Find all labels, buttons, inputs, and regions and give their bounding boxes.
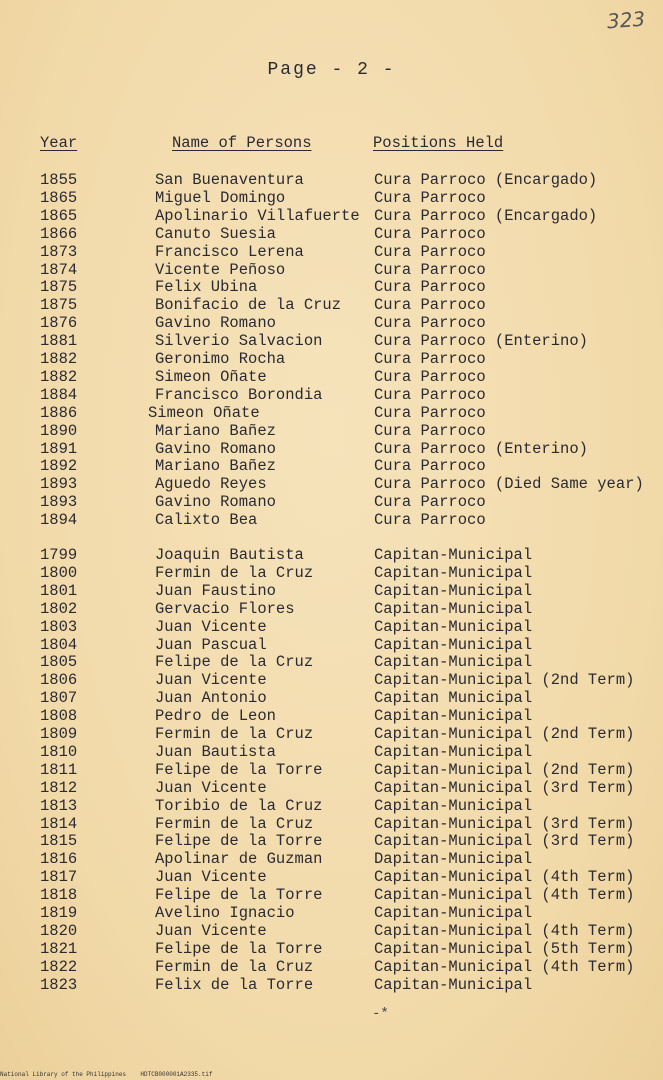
row-name: Felipe de la Torre bbox=[155, 760, 323, 779]
row-year: 1893 bbox=[40, 493, 78, 512]
table-row bbox=[0, 511, 663, 529]
row-name: San Buenaventura bbox=[155, 171, 304, 189]
row-position: Dapitan-Municipal bbox=[374, 850, 533, 869]
row-name: Aguedo Reyes bbox=[155, 475, 267, 494]
row-name: Fermin de la Cruz bbox=[155, 563, 314, 582]
header-year: Year bbox=[40, 134, 78, 152]
row-year: 1892 bbox=[40, 457, 78, 476]
row-position: Capitan-Municipal bbox=[374, 707, 533, 726]
table-row bbox=[0, 171, 663, 189]
row-position: Cura Parroco bbox=[374, 260, 486, 279]
row-year: 1799 bbox=[40, 546, 78, 564]
ink-mark: -* bbox=[372, 1006, 389, 1022]
table-row bbox=[0, 653, 663, 671]
table-row bbox=[0, 457, 663, 475]
row-year: 1801 bbox=[40, 581, 78, 600]
row-name: Mariano Bañez bbox=[155, 457, 276, 476]
row-year: 1807 bbox=[40, 689, 78, 708]
row-year: 1894 bbox=[40, 511, 78, 530]
row-year: 1876 bbox=[40, 314, 78, 333]
row-position: Cura Parroco bbox=[374, 188, 486, 207]
table-row bbox=[0, 725, 663, 743]
row-year: 1882 bbox=[40, 350, 78, 368]
table-row bbox=[0, 243, 663, 261]
row-position: Capitan-Municipal bbox=[374, 563, 533, 582]
row-name: Felipe de la Cruz bbox=[155, 653, 314, 672]
row-year: 1884 bbox=[40, 385, 78, 404]
table-row bbox=[0, 261, 663, 279]
row-year: 1875 bbox=[40, 278, 78, 297]
row-year: 1886 bbox=[40, 403, 78, 422]
row-name: Silverio Salvacion bbox=[155, 332, 323, 351]
row-year: 1806 bbox=[40, 671, 78, 690]
row-year: 1820 bbox=[40, 921, 78, 940]
row-year: 1882 bbox=[40, 367, 78, 386]
row-position: Cura Parroco (Encargado) bbox=[374, 171, 598, 189]
row-year: 1811 bbox=[40, 760, 78, 779]
row-position: Capitan-Municipal (3rd Term) bbox=[374, 778, 635, 797]
row-name: Fermin de la Cruz bbox=[155, 725, 314, 743]
table-row bbox=[0, 422, 663, 440]
row-name: Bonifacio de la Cruz bbox=[155, 296, 342, 315]
row-name: Fermin de la Cruz bbox=[155, 814, 314, 833]
table-row bbox=[0, 779, 663, 797]
table-row bbox=[0, 546, 663, 564]
row-name: Juan Antonio bbox=[155, 689, 267, 708]
table-row bbox=[0, 761, 663, 779]
row-position: Cura Parroco (Encargado) bbox=[374, 206, 598, 225]
row-name: Gervacio Flores bbox=[155, 599, 295, 618]
table-row bbox=[0, 815, 663, 833]
row-name: Apolinario Villafuerte bbox=[155, 206, 360, 225]
table-row bbox=[0, 743, 663, 761]
row-position: Capitan-Municipal (3rd Term) bbox=[374, 832, 635, 851]
row-position: Cura Parroco bbox=[374, 493, 486, 512]
row-year: 1855 bbox=[40, 171, 78, 189]
row-name: Vicente Peñoso bbox=[155, 260, 286, 279]
table-row bbox=[0, 940, 663, 958]
table-row bbox=[0, 582, 663, 600]
row-position: Capitan-Municipal bbox=[374, 599, 533, 618]
row-position: Cura Parroco bbox=[374, 278, 486, 297]
row-year: 1891 bbox=[40, 439, 78, 458]
row-year: 1802 bbox=[40, 599, 78, 618]
table-row bbox=[0, 564, 663, 582]
table-row bbox=[0, 475, 663, 493]
table-row bbox=[0, 671, 663, 689]
row-name: Juan Vicente bbox=[155, 617, 267, 636]
row-name: Calixto Bea bbox=[155, 511, 258, 530]
row-name: Juan Vicente bbox=[155, 921, 267, 940]
row-name: Felipe de la Torre bbox=[155, 939, 323, 958]
row-position: Capitan-Municipal (4th Term) bbox=[374, 957, 635, 976]
row-name: Gavino Romano bbox=[155, 493, 276, 512]
row-name: Juan Vicente bbox=[155, 671, 267, 690]
table-row bbox=[0, 368, 663, 386]
row-year: 1808 bbox=[40, 707, 78, 726]
table-row bbox=[0, 332, 663, 350]
row-year: 1865 bbox=[40, 188, 78, 207]
row-position: Capitan-Municipal bbox=[374, 742, 533, 761]
row-position: Capitan-Municipal bbox=[374, 975, 533, 994]
table-row bbox=[0, 600, 663, 618]
row-position: Cura Parroco (Died Same year) bbox=[374, 475, 644, 494]
row-position: Cura Parroco bbox=[374, 242, 486, 261]
row-position: Cura Parroco bbox=[374, 511, 486, 530]
row-position: Capitan-Municipal (4th Term) bbox=[374, 886, 635, 905]
row-name: Simeon Oñate bbox=[148, 403, 260, 422]
row-year: 1875 bbox=[40, 296, 78, 315]
row-position: Cura Parroco (Enterino) bbox=[374, 439, 588, 458]
row-position: Capitan-Municipal (2nd Term) bbox=[374, 671, 635, 690]
row-year: 1814 bbox=[40, 814, 78, 833]
row-year: 1865 bbox=[40, 206, 78, 225]
row-position: Capitan Municipal bbox=[374, 689, 533, 708]
row-position: Cura Parroco bbox=[374, 421, 486, 440]
row-name: Miguel Domingo bbox=[155, 188, 286, 207]
row-year: 1873 bbox=[40, 242, 78, 261]
row-year: 1815 bbox=[40, 832, 78, 851]
row-year: 1821 bbox=[40, 939, 78, 958]
row-name: Juan Vicente bbox=[155, 778, 267, 797]
row-name: Joaquin Bautista bbox=[155, 546, 304, 564]
table-row bbox=[0, 440, 663, 458]
row-year: 1866 bbox=[40, 224, 78, 243]
row-year: 1812 bbox=[40, 778, 78, 797]
table-row bbox=[0, 314, 663, 332]
row-year: 1813 bbox=[40, 796, 78, 815]
row-name: Mariano Bañez bbox=[155, 421, 276, 440]
row-name: Gavino Romano bbox=[155, 439, 276, 458]
row-name: Felipe de la Torre bbox=[155, 886, 323, 905]
row-year: 1822 bbox=[40, 957, 78, 976]
row-name: Geronimo Rocha bbox=[155, 350, 286, 368]
row-year: 1819 bbox=[40, 904, 78, 922]
table-row bbox=[0, 189, 663, 207]
page-stamp-number: 323 bbox=[606, 6, 646, 34]
row-year: 1805 bbox=[40, 653, 78, 672]
table-row bbox=[0, 207, 663, 225]
row-year: 1817 bbox=[40, 868, 78, 887]
row-year: 1809 bbox=[40, 725, 78, 743]
row-name: Juan Pascual bbox=[155, 635, 267, 654]
row-position: Capitan-Municipal bbox=[374, 635, 533, 654]
row-year: 1810 bbox=[40, 742, 78, 761]
row-position: Capitan-Municipal bbox=[374, 617, 533, 636]
page-label: Page - 2 - bbox=[267, 60, 396, 80]
table-row bbox=[0, 636, 663, 654]
row-name: Juan Vicente bbox=[155, 868, 267, 887]
row-position: Cura Parroco bbox=[374, 385, 486, 404]
table-row bbox=[0, 493, 663, 511]
row-position: Cura Parroco bbox=[374, 314, 486, 333]
row-position: Capitan-Municipal bbox=[374, 796, 533, 815]
table-row bbox=[0, 886, 663, 904]
table-row bbox=[0, 797, 663, 815]
row-position: Capitan-Municipal bbox=[374, 581, 533, 600]
table-row bbox=[0, 404, 663, 422]
row-name: Pedro de Leon bbox=[155, 707, 276, 726]
row-name: Juan Faustino bbox=[155, 581, 276, 600]
table-row bbox=[0, 832, 663, 850]
row-name: Avelino Ignacio bbox=[155, 904, 295, 922]
row-name: Francisco Lerena bbox=[155, 242, 304, 261]
table-row bbox=[0, 350, 663, 368]
row-position: Capitan-Municipal bbox=[374, 546, 533, 564]
row-year: 1874 bbox=[40, 260, 78, 279]
row-position: Capitan-Municipal (2nd Term) bbox=[374, 760, 635, 779]
table-row bbox=[0, 958, 663, 976]
row-position: Cura Parroco bbox=[374, 296, 486, 315]
table-row bbox=[0, 689, 663, 707]
row-year: 1893 bbox=[40, 475, 78, 494]
table-row bbox=[0, 296, 663, 314]
row-position: Capitan-Municipal (5th Term) bbox=[374, 939, 635, 958]
row-year: 1804 bbox=[40, 635, 78, 654]
row-name: Canuto Suesia bbox=[155, 224, 276, 243]
row-year: 1881 bbox=[40, 332, 78, 351]
header-name: Name of Persons bbox=[172, 134, 312, 152]
table-row bbox=[0, 904, 663, 922]
table-row bbox=[0, 868, 663, 886]
table-row bbox=[0, 386, 663, 404]
table-row bbox=[0, 225, 663, 243]
table-row bbox=[0, 278, 663, 296]
row-position: Capitan-Municipal bbox=[374, 653, 533, 672]
row-name: Apolinar de Guzman bbox=[155, 850, 323, 869]
table-row bbox=[0, 850, 663, 868]
row-name: Gavino Romano bbox=[155, 314, 276, 333]
row-name: Felipe de la Torre bbox=[155, 832, 323, 851]
row-name: Francisco Borondia bbox=[155, 385, 323, 404]
row-position: Capitan-Municipal (3rd Term) bbox=[374, 814, 635, 833]
row-year: 1890 bbox=[40, 421, 78, 440]
footer-caption: National Library of the Philippines HDTCB000001A2335.tif bbox=[0, 1071, 213, 1078]
row-position: Capitan-Municipal (4th Term) bbox=[374, 868, 635, 887]
row-name: Felix Ubina bbox=[155, 278, 258, 297]
row-position: Cura Parroco bbox=[374, 224, 486, 243]
row-name: Toribio de la Cruz bbox=[155, 796, 323, 815]
row-position: Capitan-Municipal (4th Term) bbox=[374, 921, 635, 940]
header-position: Positions Held bbox=[373, 134, 504, 152]
row-year: 1823 bbox=[40, 975, 78, 994]
table-row bbox=[0, 707, 663, 725]
row-year: 1818 bbox=[40, 886, 78, 905]
row-position: Capitan-Municipal bbox=[374, 904, 533, 922]
row-name: Fermin de la Cruz bbox=[155, 957, 314, 976]
row-name: Juan Bautista bbox=[155, 742, 276, 761]
row-position: Cura Parroco bbox=[374, 457, 486, 476]
row-name: Felix de la Torre bbox=[155, 975, 314, 994]
row-position: Cura Parroco bbox=[374, 403, 486, 422]
table-row bbox=[0, 922, 663, 940]
table-row bbox=[0, 976, 663, 994]
row-position: Cura Parroco (Enterino) bbox=[374, 332, 588, 351]
row-year: 1800 bbox=[40, 563, 78, 582]
row-position: Cura Parroco bbox=[374, 367, 486, 386]
row-name: Simeon Oñate bbox=[155, 367, 267, 386]
row-year: 1803 bbox=[40, 617, 78, 636]
row-position: Capitan-Municipal (2nd Term) bbox=[374, 725, 635, 743]
table-row bbox=[0, 618, 663, 636]
row-position: Cura Parroco bbox=[374, 350, 486, 368]
row-year: 1816 bbox=[40, 850, 78, 869]
